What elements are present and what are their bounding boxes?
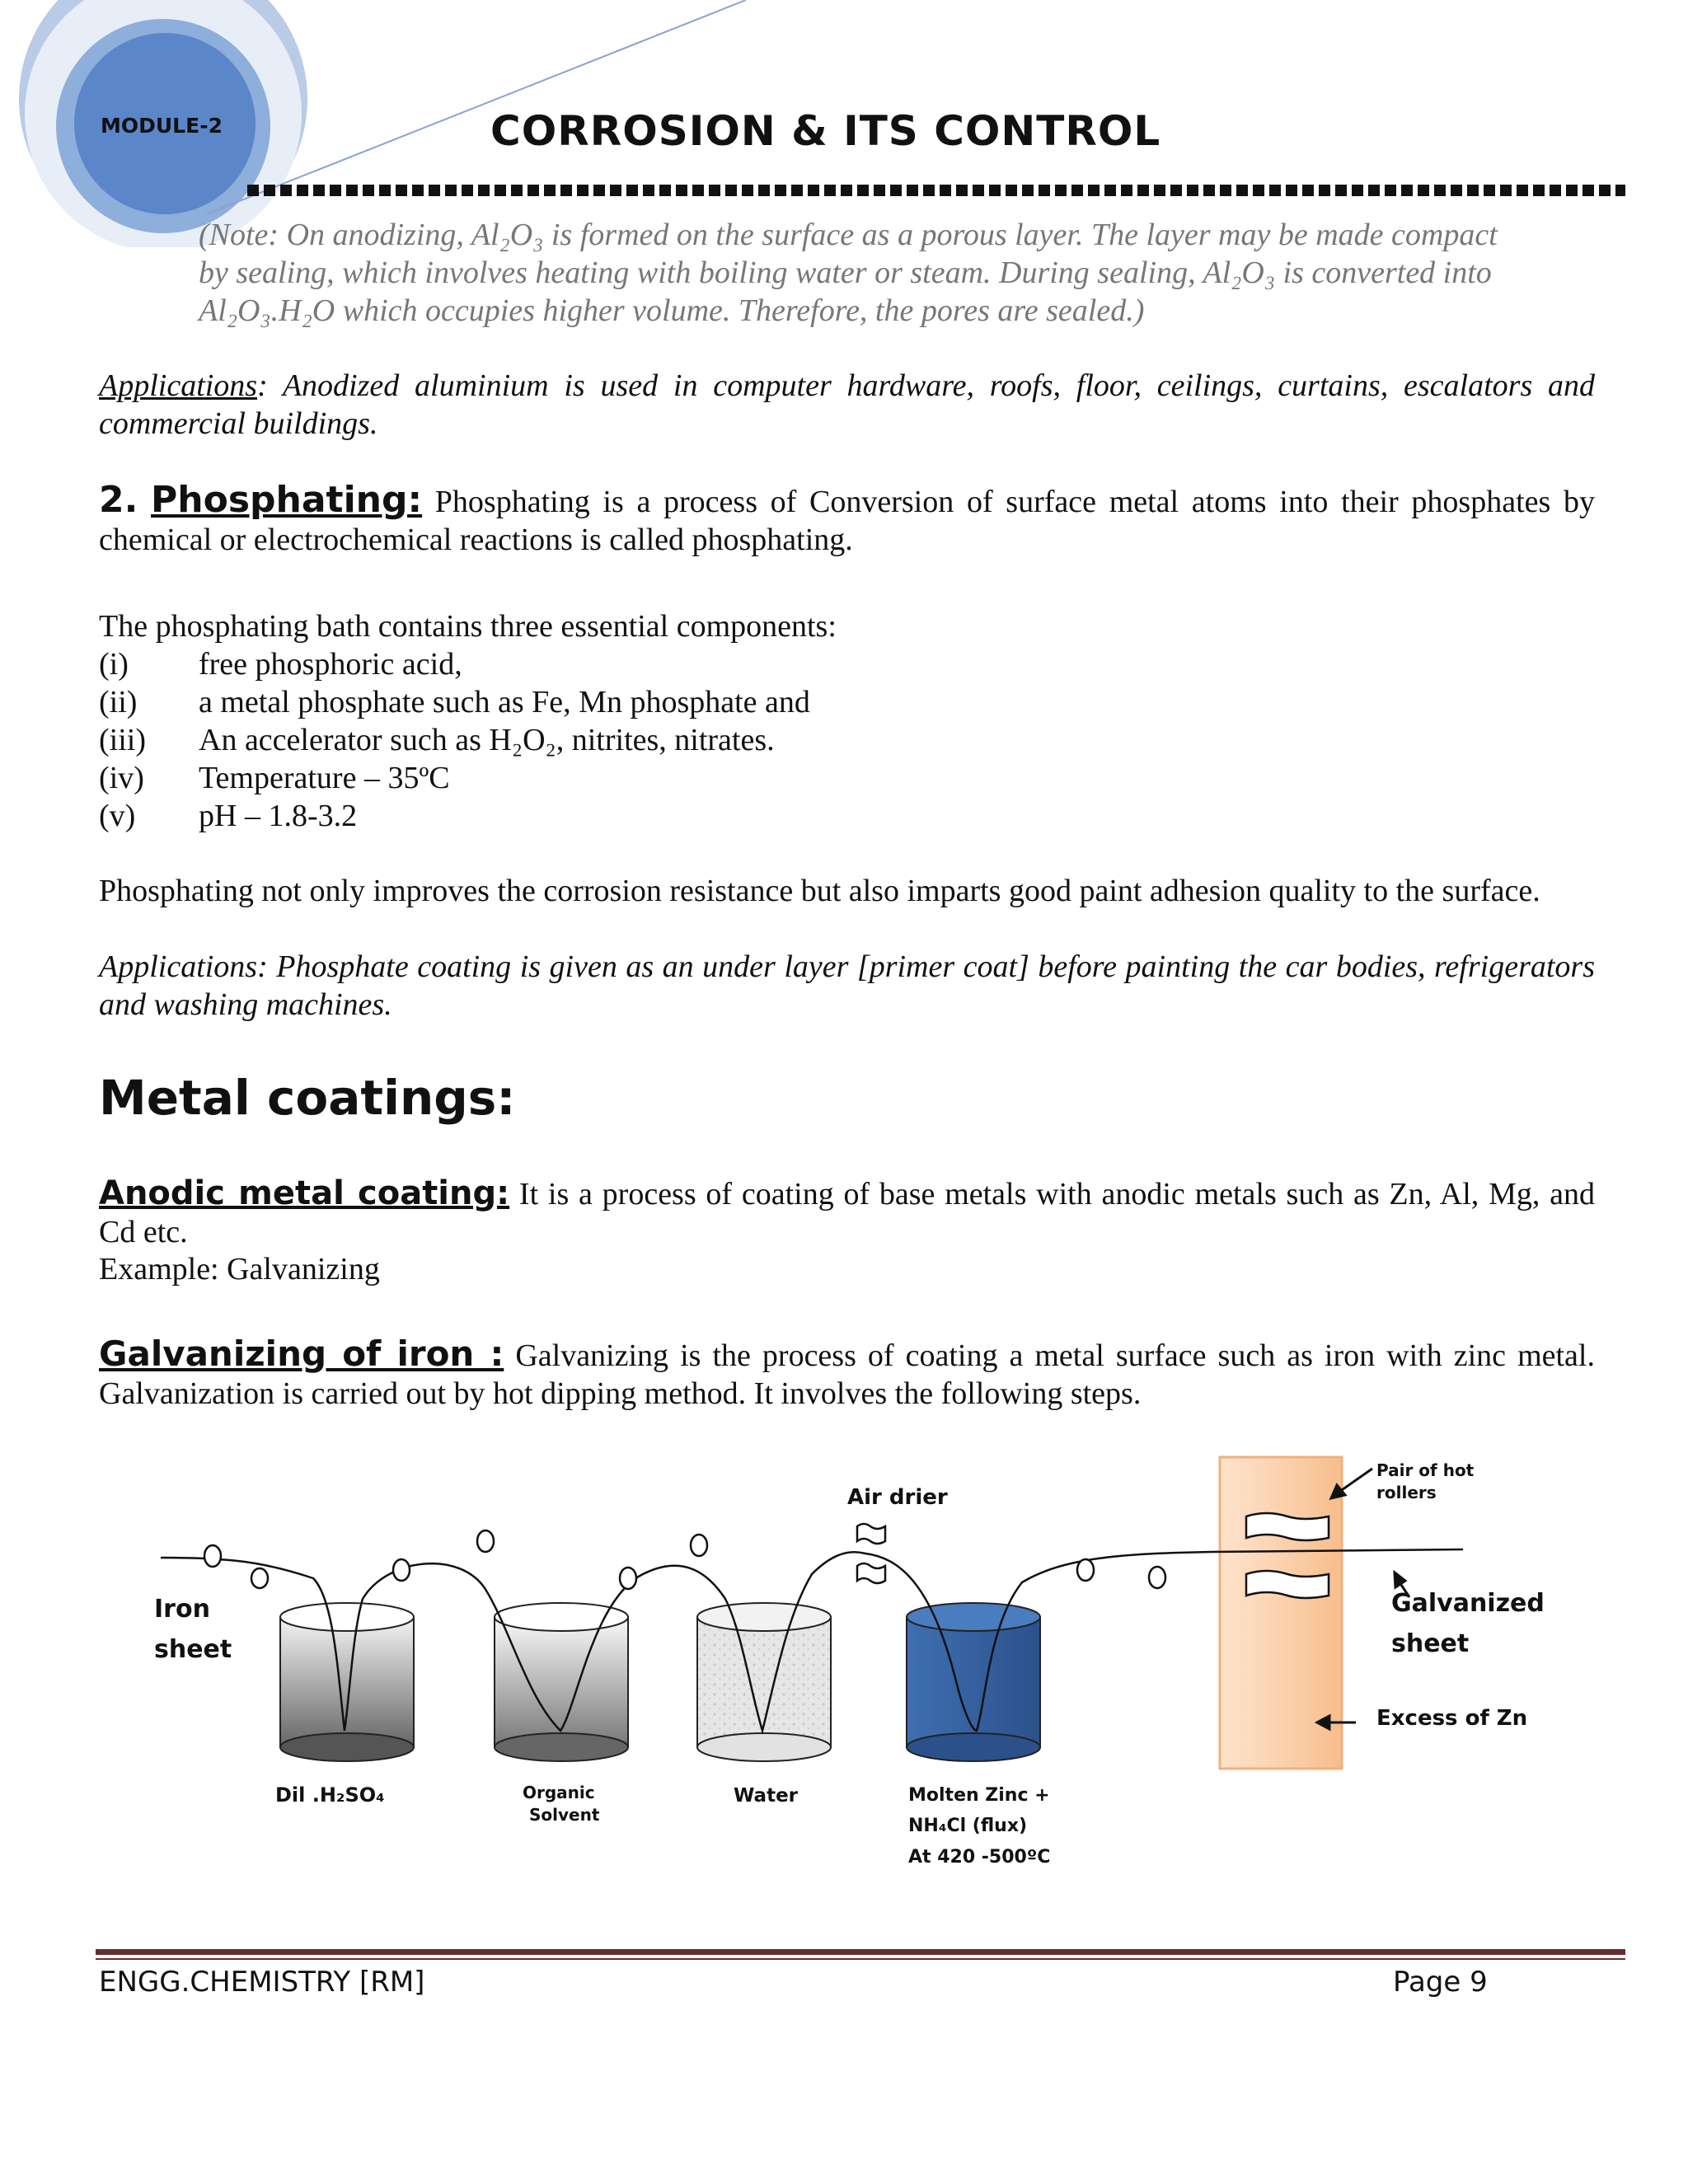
list-text: a metal phosphate such as Fe, Mn phosphate and <box>199 685 810 719</box>
section-number: 2. <box>99 479 138 521</box>
anodic-text: It is a process of coating of base metals with anodic metals such as Zn, Al, Mg, and Cd etc. <box>99 1177 1595 1249</box>
footer-course: ENGG.CHEMISTRY [RM] <box>99 1966 425 1999</box>
guide-roller <box>251 1568 268 1588</box>
metal-coatings-title: Metal coatings: <box>99 1070 516 1126</box>
galvanizing-example: Example: Galvanizing <box>99 1252 380 1286</box>
anodizing-note <box>199 216 1595 330</box>
list-number: (iii) <box>99 723 146 757</box>
list-item <box>99 683 810 721</box>
tank-dil-h2so4 <box>280 1603 414 1761</box>
bath-intro: The phosphating bath contains three essential components: <box>99 609 837 644</box>
label-iron-sheet: sheet <box>154 1635 232 1664</box>
label-tank-4: Molten Zinc + <box>908 1785 1050 1806</box>
guide-roller <box>477 1530 494 1552</box>
page-header-title: CORROSION & ITS CONTROL <box>490 107 1161 155</box>
label-tank-4: At 420 -500ºC <box>908 1847 1051 1868</box>
phosphating-heading: Phosphating: <box>151 479 423 521</box>
guide-roller <box>691 1535 707 1556</box>
footer-rule <box>96 1958 1625 1960</box>
label-tank-1: Dil .H₂SO₄ <box>275 1783 385 1807</box>
list-item <box>99 759 450 797</box>
anodizing-applications <box>99 367 1595 443</box>
anodic-heading: Anodic metal coating: <box>99 1174 510 1212</box>
galvanizing-paragraph <box>99 1335 1595 1413</box>
module-label: MODULE-2 <box>101 114 223 138</box>
galvanizing-text: Galvanizing is the process of coating a metal surface such as iron with zinc metal. Galvanization is carried out by hot dipping method. It involves the following steps. <box>99 1338 1595 1411</box>
phosphating-definition <box>99 481 1595 559</box>
label-hot-rollers: rollers <box>1376 1483 1437 1502</box>
anodic-coating-paragraph <box>99 1174 1595 1251</box>
label-tank-2: Organic <box>523 1783 595 1802</box>
guide-roller <box>204 1545 221 1567</box>
arrow-icon <box>1339 1469 1372 1492</box>
arrowhead-icon <box>1395 1572 1405 1587</box>
guide-roller <box>393 1559 410 1581</box>
list-number: (v) <box>99 799 136 833</box>
page-number: Page 9 <box>1393 1966 1488 1999</box>
list-number: (iv) <box>99 761 144 795</box>
list-text: An accelerator such as H₂O₂, nitrites, nitrates. <box>199 723 775 757</box>
label-iron: Iron <box>154 1595 210 1624</box>
applications-text: : Anodized aluminium is used in computer hardware, roofs, floor, ceilings, curtains, escalators and commercial buildings. <box>99 368 1595 441</box>
phosphating-applications: Applications: Phosphate coating is given as an under layer [primer coat] before painting the car bodies, refrigerators and washing machines. <box>99 949 1595 1022</box>
note-line: (Note: On anodizing, Al₂O₃ is formed on the surface as a porous layer. The layer may be made compact <box>199 218 1498 252</box>
list-item <box>99 797 357 835</box>
guide-roller <box>1077 1559 1094 1581</box>
phosphating-benefit: Phosphating not only improves the corrosion resistance but also imparts good paint adhesion quality to the surface. <box>99 874 1540 908</box>
list-text: free phosphoric acid, <box>199 647 462 682</box>
list-text: pH – 1.8-3.2 <box>199 799 358 833</box>
label-hot-rollers: Pair of hot <box>1376 1460 1475 1480</box>
note-line: Al₂O₃.H₂O which occupies higher volume. Therefore, the pores are sealed.) <box>199 293 1145 328</box>
label-excess-zn: Excess of Zn <box>1376 1706 1528 1731</box>
tank-molten-zinc <box>907 1603 1040 1761</box>
phosphating-definition-text: Phosphating is a process of Conversion of surface metal atoms into their phosphates by chemical or electrochemical reactions is called phosphating. <box>99 485 1595 557</box>
note-line: by sealing, which involves heating with boiling water or steam. During sealing, Al₂O₃ is converted into <box>199 255 1492 290</box>
footer-rule <box>96 1949 1625 1955</box>
list-number: (i) <box>99 647 129 682</box>
label-air-drier: Air drier <box>847 1485 948 1510</box>
label-tank-2: Solvent <box>529 1805 600 1825</box>
tank-water <box>697 1603 831 1761</box>
list-number: (ii) <box>99 685 138 719</box>
label-galvanized: Galvanized <box>1391 1589 1545 1618</box>
label-galvanized-sheet: sheet <box>1391 1629 1470 1658</box>
list-item <box>99 645 462 683</box>
label-tank-4: NH₄Cl (flux) <box>908 1816 1028 1836</box>
tank-organic-solvent <box>495 1603 628 1761</box>
guide-roller <box>1149 1567 1165 1588</box>
header-divider <box>247 185 1625 196</box>
applications-label: Applications <box>99 368 258 403</box>
guide-roller <box>620 1568 636 1589</box>
label-tank-3: Water <box>734 1785 799 1807</box>
galvanizing-heading: Galvanizing of iron : <box>99 1333 504 1374</box>
list-text: Temperature – 35ºC <box>199 761 450 795</box>
list-item <box>99 721 775 759</box>
